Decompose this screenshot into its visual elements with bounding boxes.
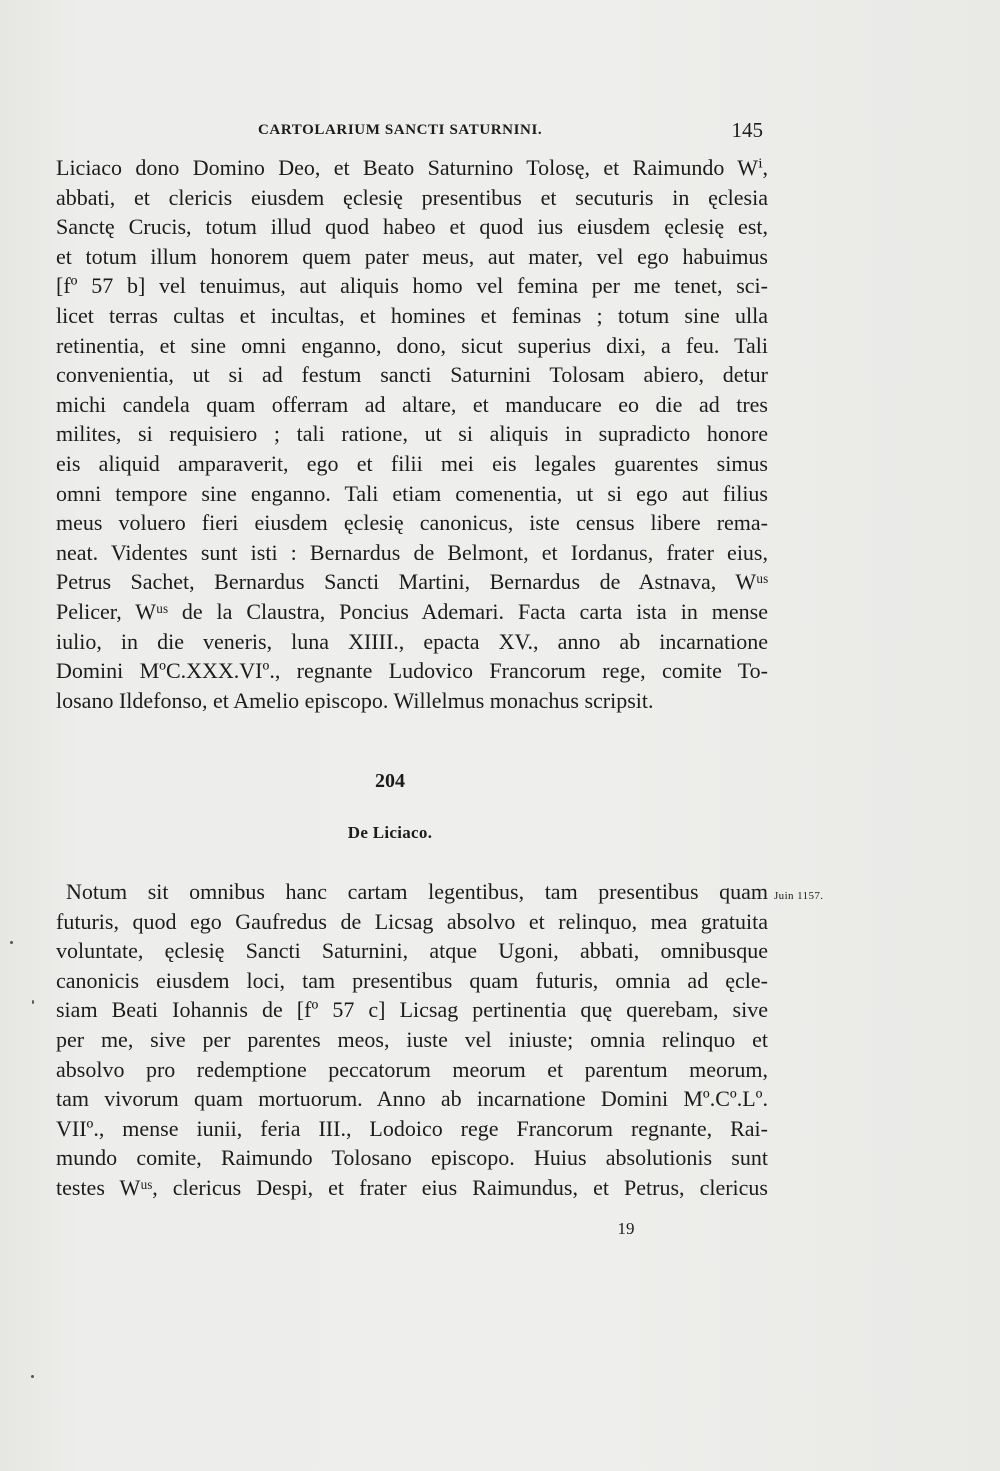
charter-number: 204: [375, 770, 405, 792]
text-line: Petrus Sachet, Bernardus Sancti Martini, Bernardus de Astnava, Wᵘˢ: [56, 569, 768, 595]
text-line: milites, si requisiero ; tali ratione, ut si aliquis in supradicto honore: [56, 421, 768, 447]
running-title: CARTOLARIUM SANCTI SATURNINI.: [258, 122, 543, 138]
charter-204-text: [56, 877, 768, 1203]
text-line: tam vivorum quam mortuorum. Anno ab incarnatione Domini Mº.Cº.Lº.: [56, 1086, 768, 1112]
text-line: licet terras cultas et incultas, et homines et feminas ; totum sine ulla: [56, 302, 768, 328]
print-speck: [31, 1375, 34, 1378]
text-line: testes Wᵘˢ, clericus Despi, et frater eius Raimundus, et Petrus, clericus: [56, 1174, 768, 1200]
print-speck: [32, 1000, 34, 1004]
margin-date-note: Juin 1157.: [774, 890, 824, 902]
text-line: et totum illum honorem quem pater meus, aut mater, vel ego habuimus: [56, 243, 768, 269]
text-line: mundo comite, Raimundo Tolosano episcopo. Huius absolutionis sunt: [56, 1145, 768, 1171]
page-number: 145: [731, 118, 763, 142]
text-line: michi candela quam offerram ad altare, et manducare eo die ad tres: [56, 391, 768, 417]
text-line: abbati, et clericis eiusdem ęclesię presentibus et secuturis in ęclesia: [56, 184, 768, 210]
text-line: iulio, in die veneris, luna XIIII., epacta XV., anno ab incarnatione: [56, 628, 768, 654]
text-line: losano Ildefonso, et Amelio episcopo. Willelmus monachus scripsit.: [56, 687, 654, 713]
text-line: canonicis eiusdem loci, tam presentibus quam futuris, omnia ad ęcle-: [56, 967, 768, 993]
text-line: voluntate, ęclesię Sancti Saturnini, atque Ugoni, abbati, omnibusque: [56, 938, 768, 964]
text-line: Liciaco dono Domino Deo, et Beato Saturnino Tolosę, et Raimundo Wⁱ,: [56, 155, 768, 180]
signature-mark: 19: [617, 1219, 635, 1238]
running-head: [258, 118, 763, 146]
text-line: neat. Videntes sunt isti : Bernardus de Belmont, et Iordanus, frater eius,: [56, 539, 768, 565]
charter-title: De Liciaco.: [347, 823, 433, 842]
text-line: siam Beati Iohannis de [fº 57 c] Licsag pertinentia quę querebam, sive: [56, 997, 768, 1023]
text-line: meus voluero fieri eiusdem ęclesię canonicus, iste census libere rema-: [56, 510, 768, 536]
charter-203-text: [56, 153, 768, 715]
text-line: omni tempore sine enganno. Tali etiam comenentia, ut si ego aut filius: [56, 480, 768, 506]
text-line: Sanctę Crucis, totum illud quod habeo et quod ius eiusdem ęclesię est,: [56, 214, 768, 240]
text-line: convenientia, ut si ad festum sancti Saturnini Tolosam abiero, detur: [56, 362, 768, 388]
text-line: per me, sive per parentes meos, iuste vel iniuste; omnia relinquo et: [56, 1026, 768, 1052]
print-speck: [10, 941, 13, 944]
text-line: Pelicer, Wᵘˢ de la Claustra, Poncius Ademari. Facta carta ista in mense: [56, 598, 768, 624]
text-line: [fº 57 b] vel tenuimus, aut aliquis homo vel femina per me tenet, sci-: [56, 273, 768, 299]
text-line: retinentia, et sine omni enganno, dono, sicut superius dixi, a feu. Tali: [56, 332, 768, 358]
text-line: Notum sit omnibus hanc cartam legentibus, tam presentibus quam: [66, 879, 768, 904]
text-line: eis aliquid amparaverit, ego et filii mei eis legales guarentes simus: [56, 450, 768, 476]
text-line: VIIº., mense iunii, feria III., Lodoico rege Francorum regnante, Rai-: [56, 1115, 768, 1141]
text-line: absolvo pro redemptione peccatorum meorum et parentum meorum,: [56, 1056, 768, 1082]
text-line: Domini MºC.XXX.VIº., regnante Ludovico Francorum rege, comite To-: [56, 658, 768, 684]
text-line: futuris, quod ego Gaufredus de Licsag absolvo et relinquo, mea gratuita: [56, 908, 768, 934]
